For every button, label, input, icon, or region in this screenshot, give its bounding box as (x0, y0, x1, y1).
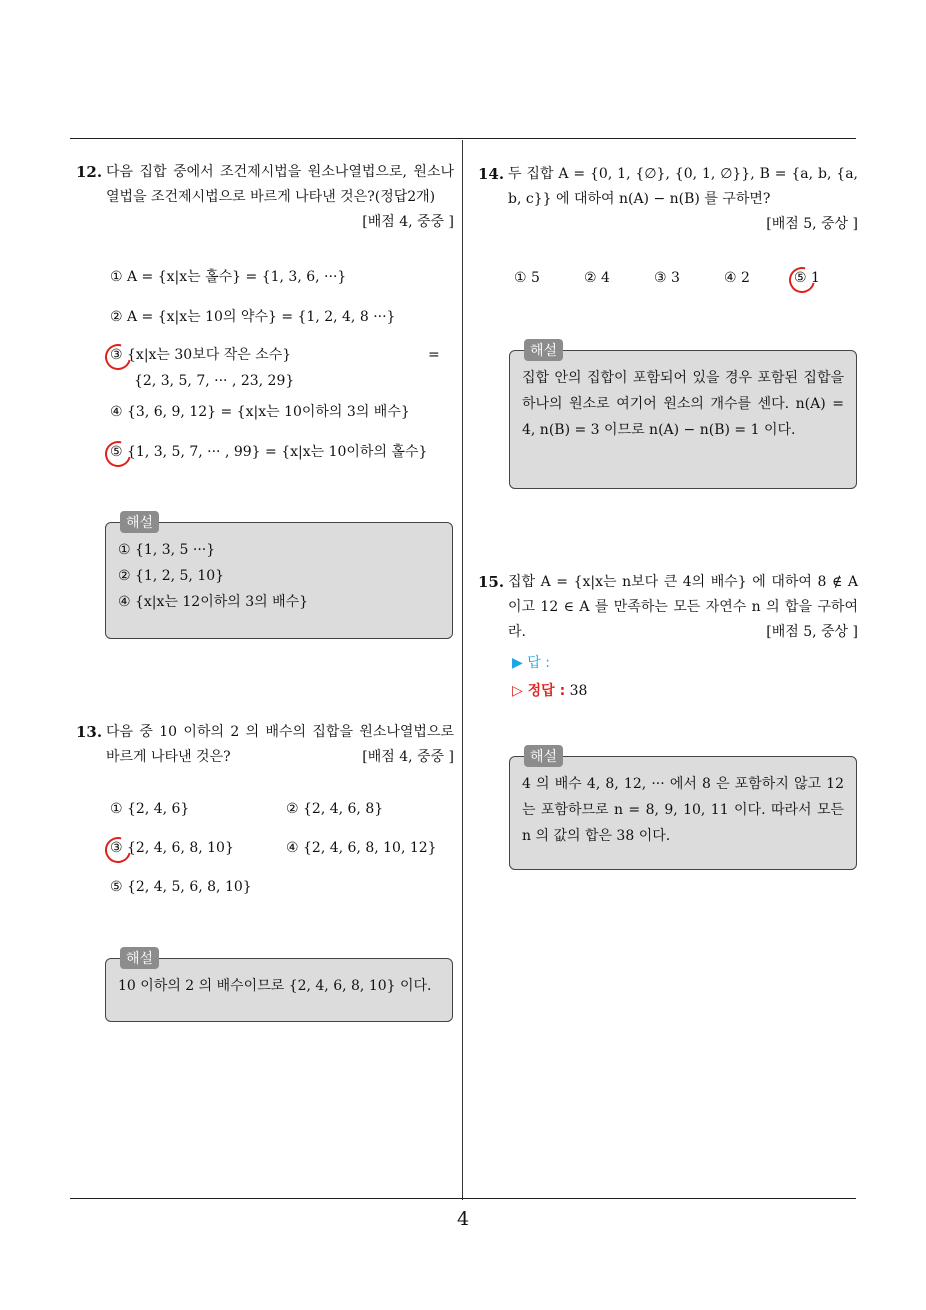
solution-box (105, 951, 453, 1022)
solution-body: 집합 안의 집합이 포함되어 있을 경우 포함된 집합을 하나의 원소로 여기어 원소의 개수를 센다. n(A) = 4, n(B) = 3 이므로 n(A) − n(B) = 1 이다. (522, 370, 844, 438)
solution-tag: 해설 (524, 745, 563, 767)
question-text (106, 160, 454, 235)
option-4[interactable]: ④ {3, 6, 9, 12} = {x|x는 10이하의 3의 배수} (110, 404, 410, 420)
top-rule (70, 138, 856, 139)
question-12 (76, 160, 454, 235)
question-number: 13. (76, 723, 103, 741)
option-2[interactable]: ② 4 (584, 270, 610, 286)
option-5[interactable] (110, 440, 427, 464)
score-label: [배점 5, 중상 ] (766, 624, 858, 640)
solution-box (105, 515, 453, 639)
option-3-cont: {2, 3, 5, 7, ··· , 23, 29} (134, 373, 295, 389)
option-text: 1 (811, 270, 820, 286)
correct-label: ▷ 정답 : (512, 683, 566, 699)
option-1[interactable]: ① A = {x|x는 홀수} = {1, 3, 6, ···} (110, 269, 347, 285)
question-stem: 다음 집합 중에서 조건제시법을 원소나열법으로, 원소나열법을 조건제시법으로 바르게 나타낸 것은?(정답2개) (106, 164, 454, 205)
option-text: {1, 3, 5, 7, ··· , 99} = {x|x는 10이하의 홀수} (127, 444, 428, 460)
solution-tag: 해설 (524, 339, 563, 361)
question-text (106, 720, 454, 770)
solution-tag: 해설 (120, 947, 159, 969)
question-number: 14. (478, 165, 505, 183)
score-label: [배점 4, 중중 ] (362, 749, 454, 765)
answer-line (512, 649, 550, 677)
solution-tag: 해설 (120, 511, 159, 533)
option-4[interactable]: ④ 2 (724, 270, 750, 286)
question-text (508, 162, 858, 237)
page-number: 4 (456, 1208, 470, 1230)
option-3[interactable] (110, 836, 234, 860)
solution-body (106, 523, 452, 625)
correct-value: 38 (569, 683, 588, 699)
option-2[interactable]: ② A = {x|x는 10의 약수} = {1, 2, 4, 8 ···} (110, 309, 396, 325)
solution-box (509, 749, 857, 870)
option-5[interactable]: ⑤ {2, 4, 5, 6, 8, 10} (110, 879, 252, 895)
question-stem: 집합 A = {x|x는 n보다 큰 4의 배수} 에 대하여 8 ∉ A 이고 12 ∈ A 를 만족하는 모든 자연수 n 의 합을 구하여라. (508, 574, 858, 640)
question-15 (478, 570, 858, 645)
option-text: {x|x는 30보다 작은 소수} (127, 347, 292, 363)
correct-answer-line (512, 677, 587, 705)
option-3[interactable]: ③ 3 (654, 270, 680, 286)
question-stem: 다음 중 10 이하의 2 의 배수의 집합을 원소나열법으로 바르게 나타낸 것은? (106, 724, 454, 765)
question-stem: 두 집합 A = {0, 1, {∅}, {0, 1, ∅}}, B = {a, b, {a, b, c}} 에 대하여 n(A) − n(B) 를 구하면? (508, 166, 858, 207)
option-3[interactable] (110, 343, 291, 367)
option-1[interactable]: ① {2, 4, 6} (110, 801, 190, 817)
selected-answer-mark: ③ (110, 836, 123, 860)
option-3-equals: = (428, 347, 440, 363)
solution-box (509, 343, 857, 489)
option-5[interactable] (794, 266, 820, 290)
score-label: [배점 4, 중중 ] (362, 214, 454, 230)
solution-line: ① {1, 3, 5 ···} (118, 542, 216, 558)
solution-line: ② {1, 2, 5, 10} (118, 568, 225, 584)
score-label: [배점 5, 중상 ] (766, 216, 858, 232)
selected-answer-mark: ⑤ (794, 266, 807, 290)
solution-body: 10 이하의 2 의 배수이므로 {2, 4, 6, 8, 10} 이다. (118, 978, 432, 994)
answer-label: ▶ 답 : (512, 655, 550, 671)
solution-body: 4 의 배수 4, 8, 12, ··· 에서 8 은 포함하지 않고 12 는 포함하므로 n = 8, 9, 10, 11 이다. 따라서 모든 n 의 값의 합은 38 이다. (522, 776, 844, 844)
option-4[interactable]: ④ {2, 4, 6, 8, 10, 12} (286, 840, 437, 856)
question-number: 12. (76, 163, 103, 181)
question-14 (478, 162, 858, 237)
question-13 (76, 720, 454, 770)
option-1[interactable]: ① 5 (514, 270, 540, 286)
option-text: {2, 4, 6, 8, 10} (127, 840, 234, 856)
question-number: 15. (478, 573, 505, 591)
question-text (508, 570, 858, 645)
bottom-rule (70, 1198, 856, 1199)
selected-answer-mark: ⑤ (110, 440, 123, 464)
selected-answer-mark: ③ (110, 343, 123, 367)
column-divider (462, 140, 463, 1200)
solution-line: ④ {x|x는 12이하의 3의 배수} (118, 594, 309, 610)
option-2[interactable]: ② {2, 4, 6, 8} (286, 801, 384, 817)
